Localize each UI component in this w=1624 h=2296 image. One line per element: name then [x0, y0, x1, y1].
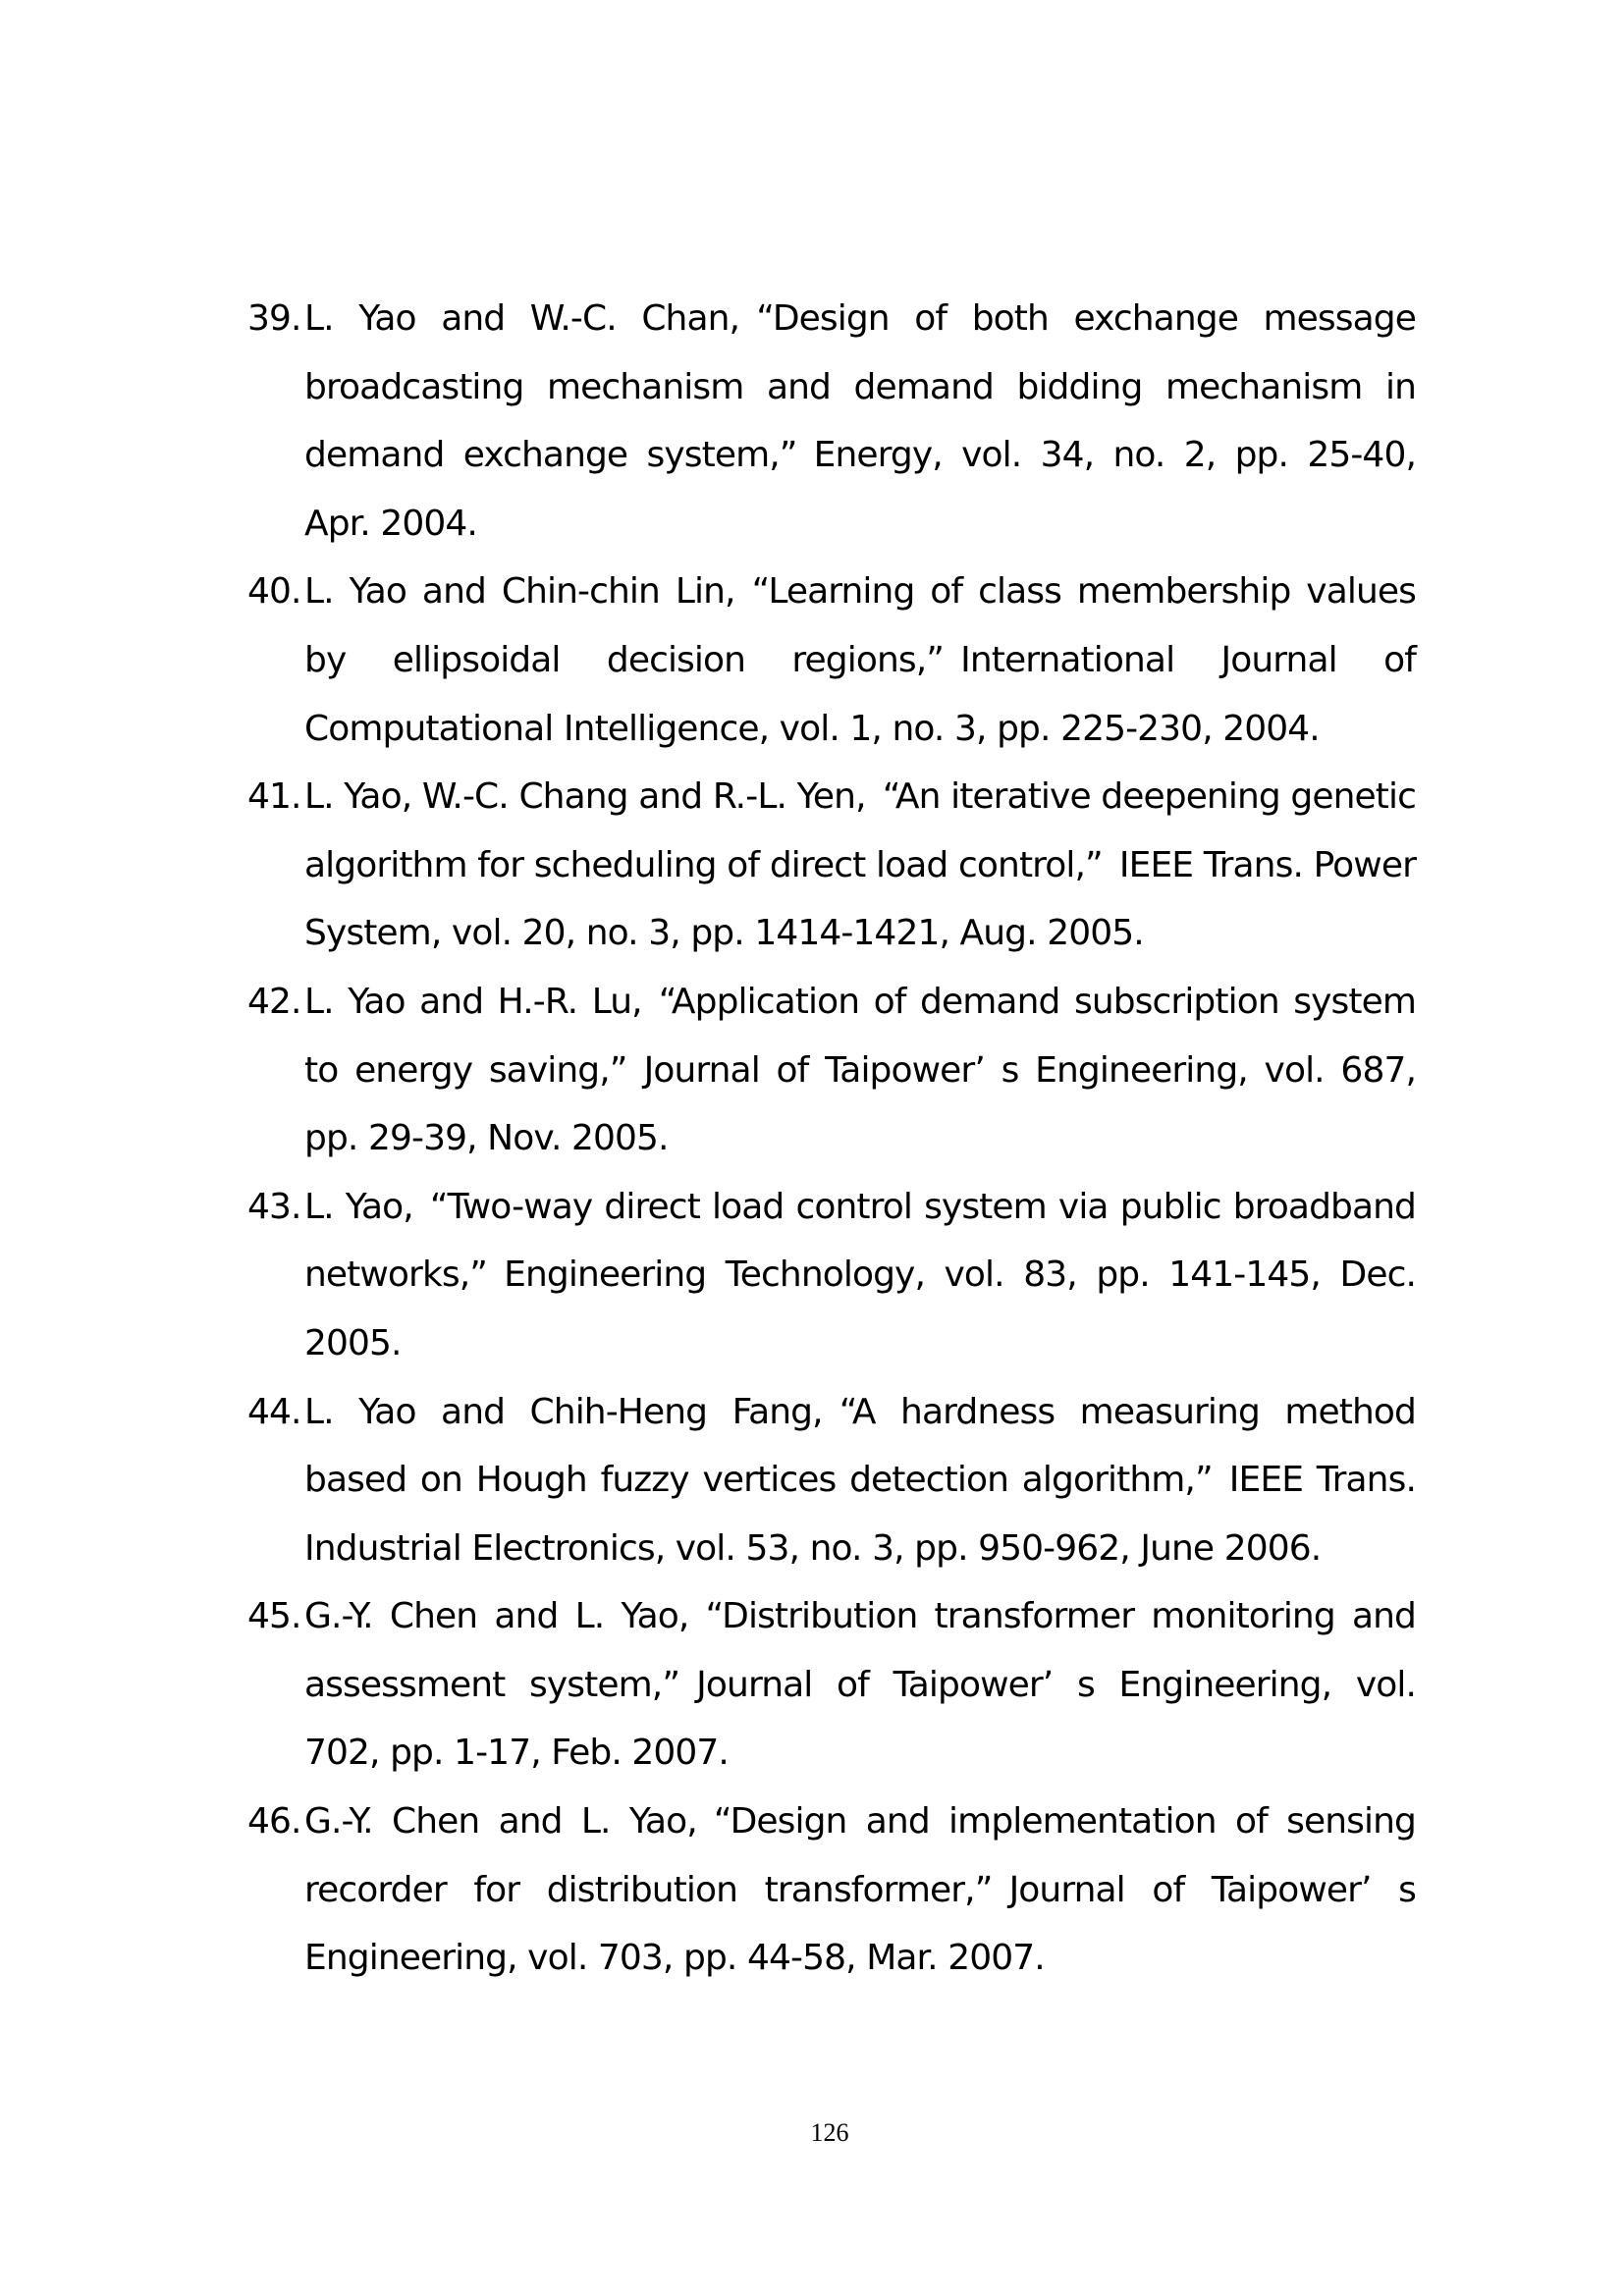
reference-number: 42.	[247, 981, 301, 1022]
reference-text: L. Yao and H.-R. Lu, “Application of demand subscription system to energy saving,” Journal of Taipower’ s Engineering, vol. 687, pp. 29-39, Nov. 2005.	[304, 981, 1416, 1159]
reference-item	[247, 1788, 1416, 1993]
reference-item	[247, 968, 1416, 1173]
reference-item	[247, 558, 1416, 763]
reference-item	[247, 1582, 1416, 1788]
reference-number: 44.	[247, 1391, 301, 1432]
reference-text: G.-Y. Chen and L. Yao, “Design and implementation of sensing recorder for distribution transformer,” Journal of Taipower’ s Engineering, vol. 703, pp. 44-58, Mar. 2007.	[304, 1801, 1416, 1979]
page-number: 126	[810, 2118, 849, 2147]
reference-list	[247, 285, 1416, 1993]
reference-text: L. Yao and Chin-chin Lin, “Learning of class membership values by ellipsoidal decision regions,” International Journal of Computational Intelligence, vol. 1, no. 3, pp. 225-230, 2004.	[304, 571, 1416, 749]
reference-text: L. Yao, W.-C. Chang and R.-L. Yen, “An iterative deepening genetic algorithm for scheduling of direct load control,” IEEE Trans. Power System, vol. 20, no. 3, pp. 1414-1421, Aug. 2005.	[304, 776, 1416, 954]
reference-number: 41.	[247, 776, 301, 818]
reference-number: 39.	[247, 298, 301, 339]
reference-text: G.-Y. Chen and L. Yao, “Distribution transformer monitoring and assessment system,” Journal of Taipower’ s Engineering, vol. 702, pp. 1-17, Feb. 2007.	[304, 1596, 1416, 1774]
reference-item	[247, 763, 1416, 968]
reference-text: L. Yao, “Two-way direct load control system via public broadband networks,” Engineering Technology, vol. 83, pp. 141-145, Dec. 2005.	[304, 1186, 1416, 1363]
reference-text: L. Yao and Chih-Heng Fang, “A hardness measuring method based on Hough fuzzy vertices detection algorithm,” IEEE Trans. Industrial Electronics, vol. 53, no. 3, pp. 950-962, June 2006.	[304, 1391, 1416, 1569]
reference-number: 43.	[247, 1186, 301, 1227]
reference-number: 45.	[247, 1596, 301, 1637]
reference-item	[247, 285, 1416, 558]
reference-text: L. Yao and W.-C. Chan, “Design of both exchange message broadcasting mechanism and demand bidding mechanism in demand exchange system,” Energy, vol. 34, no. 2, pp. 25-40, Apr. 2004.	[304, 298, 1416, 544]
reference-item	[247, 1173, 1416, 1378]
reference-number: 40.	[247, 571, 301, 613]
reference-item	[247, 1378, 1416, 1583]
reference-number: 46.	[247, 1801, 301, 1842]
